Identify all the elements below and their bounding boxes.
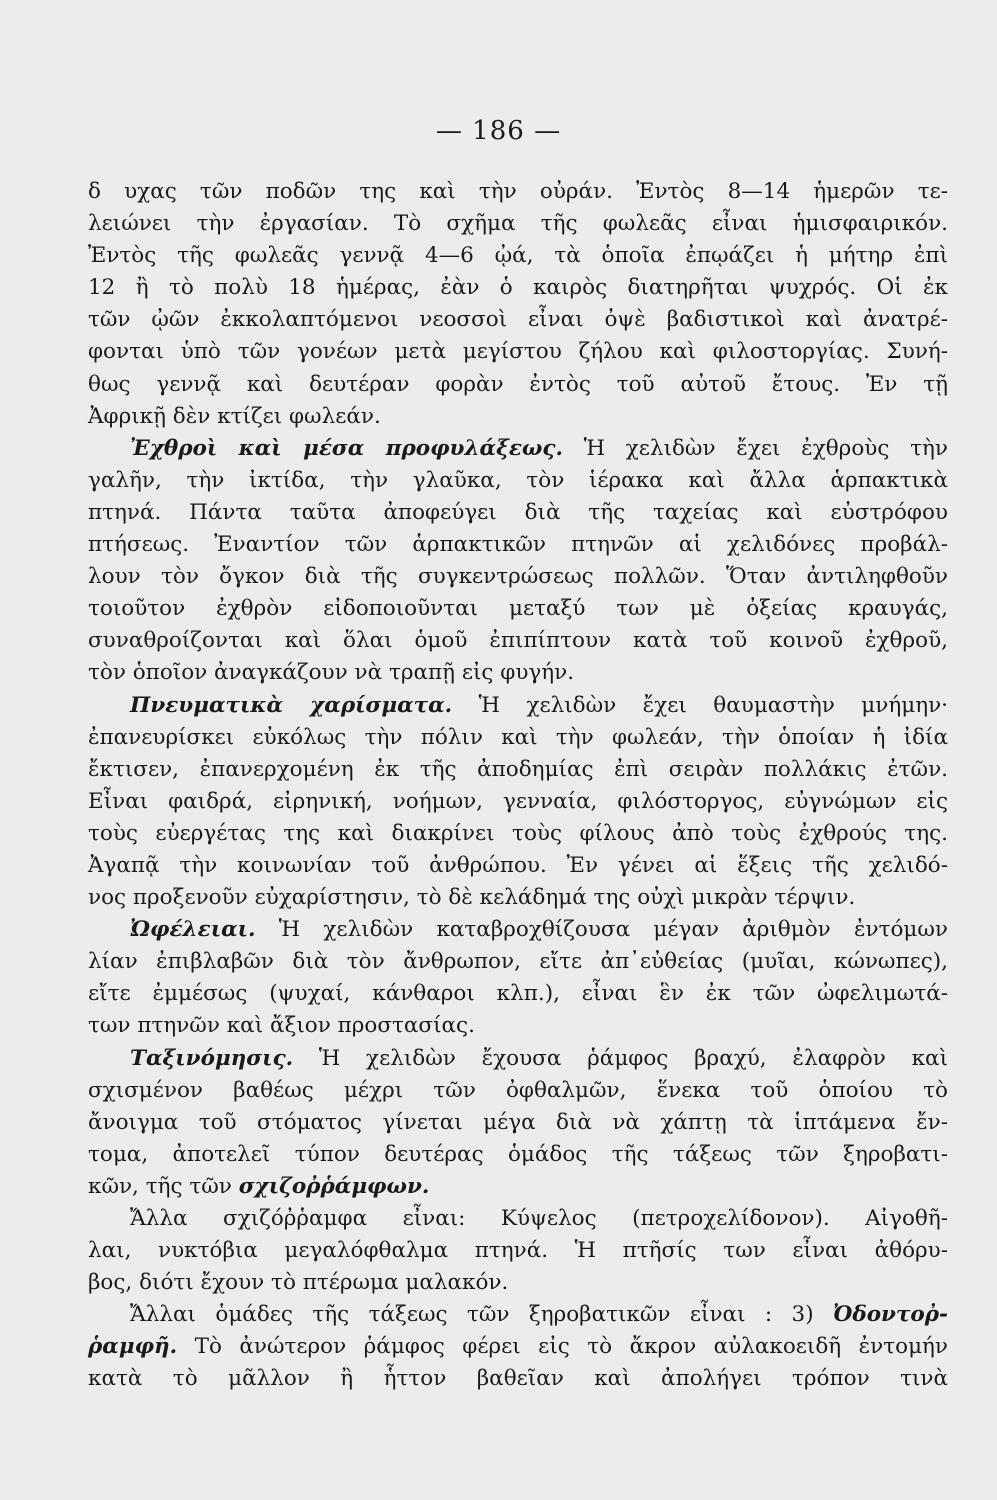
text-run: συναθροίζονται καὶ ὅλαι ὁμοῦ ἐπιπίπτουν κατὰ τοῦ κοινοῦ ἐχθροῦ,	[88, 628, 948, 654]
text-run: βος, διότι ἔχουν τὸ πτέρωμα μαλακόν.	[88, 1270, 509, 1296]
text-line	[88, 1139, 948, 1171]
text-run: δ υχας τῶν ποδῶν της καὶ τὴν οὐράν. Ἐντὸς 8—14 ἡμερῶν τε-	[88, 179, 948, 204]
text-run: ἄνοιγμα τοῦ στόματος γίνεται μέγα διὰ νὰ χάπτῃ τὰ ἱπτάμενα ἔν-	[88, 1109, 948, 1135]
text-line	[88, 1107, 948, 1139]
text-line	[88, 690, 948, 722]
text-run: Τὸ ἀνώτερον ῥάμφος φέρει εἰς τὸ ἄκρον αὐλακοειδῆ ἐντομήν	[177, 1334, 948, 1360]
text-run: θως γεννᾷ καὶ δευτέραν φορὰν ἐντὸς τοῦ αὐτοῦ ἔτους. Ἐν τῇ	[88, 371, 948, 397]
text-line	[88, 561, 948, 593]
text-line	[88, 208, 948, 240]
text-line	[88, 946, 948, 978]
text-run: ἐπανευρίσκει εὐκόλως τὴν πόλιν καὶ τὴν φωλεάν, τὴν ὁποίαν ἡ ἰδία	[88, 724, 948, 750]
text-line	[88, 754, 948, 786]
text-run: πτήσεως. Ἐναντίον τῶν ἁρπακτικῶν πτηνῶν αἱ χελιδόνες προβάλ-	[88, 532, 948, 558]
text-line	[88, 1010, 948, 1042]
text-line	[88, 1203, 948, 1235]
text-run: κατὰ τὸ μᾶλλον ἢ ἧττον βαθεῖαν καὶ ἀπολήγει τρόπον τινὰ	[88, 1366, 948, 1392]
text-run: Ἀγαπᾷ τὴν κοινωνίαν τοῦ ἀνθρώπου. Ἐν γένει αἱ ἕξεις τῆς χελιδό-	[88, 852, 948, 878]
text-line	[88, 1363, 948, 1395]
text-line	[88, 465, 948, 497]
text-line	[88, 433, 948, 465]
text-run: λίαν ἐπιβλαβῶν διὰ τὸν ἄνθρωπον, εἴτε ἀπ᾽εὐθείας (μυῖαι, κώνωπες),	[88, 949, 948, 975]
text-line	[88, 1299, 948, 1331]
text-run: τῶν ᾠῶν ἐκκολαπτόμενοι νεοσσοὶ εἶναι ὀψὲ βαδιστικοὶ καὶ ἀνατρέ-	[88, 307, 948, 333]
text-run: λειώνει τὴν ἐργασίαν. Τὸ σχῆμα τῆς φωλεᾶς εἶναι ἡμισφαιρικόν.	[88, 211, 948, 237]
text-run: λουν τὸν ὄγκον διὰ τῆς συγκεντρώσεως πολλῶν. Ὅταν ἀντιληφθοῦν	[88, 564, 948, 590]
text-line	[88, 1267, 948, 1299]
page-number: — 186 —	[435, 116, 562, 146]
text-run: σχισμένον βαθέως μέχρι τῶν ὀφθαλμῶν, ἕνεκα τοῦ ὁποίου τὸ	[88, 1077, 948, 1103]
text-line	[88, 818, 948, 850]
text-run: πτηνά. Πάντα ταῦτα ἀποφεύγει διὰ τῆς ταχείας καὶ εὐστρόφου	[88, 499, 948, 525]
text-line	[88, 272, 948, 304]
text-run: νος προξενοῦν εὐχαρίστησιν, τὸ δὲ κελάδημά της οὐχὶ μικρὰν τέρψιν.	[88, 885, 856, 911]
text-line	[88, 1171, 948, 1203]
text-line	[88, 1043, 948, 1075]
text-line	[88, 401, 948, 433]
text-run: εἴτε ἐμμέσως (ψυχαί, κάνθαροι κλπ.), εἶναι ἓν ἐκ τῶν ὠφελιμωτά-	[88, 981, 948, 1007]
text-line	[88, 176, 948, 208]
italic-heading: σχιζοῤῥάμφων.	[238, 1173, 430, 1199]
text-run: Ἀφρικῇ δὲν κτίζει φωλεάν.	[88, 403, 381, 429]
text-line	[88, 978, 948, 1010]
text-run: Ἡ χελιδὼν ἔχει θαυμαστὴν μνήμην·	[452, 692, 948, 718]
text-run: φονται ὑπὸ τῶν γονέων μετὰ μεγίστου ζήλου καὶ φιλοστοργίας. Συνή-	[88, 339, 948, 365]
text-run: τὸν ὁποῖον ἀναγκάζουν νὰ τραπῇ εἰς φυγήν.	[88, 660, 575, 686]
text-run: Ἐντὸς τῆς φωλεᾶς γεννᾷ 4—6 ᾠά, τὰ ὁποῖα ἐπῳάζει ἡ μήτηρ ἐπὶ	[88, 243, 948, 269]
text-line	[88, 593, 948, 625]
text-line	[88, 1235, 948, 1267]
text-line	[88, 786, 948, 818]
italic-heading: Ὀδοντοῤ-	[833, 1302, 948, 1328]
text-line	[88, 1075, 948, 1107]
text-run: Ἄλλαι ὁμάδες τῆς τάξεως τῶν ξηροβατικῶν εἶναι : 3)	[130, 1302, 833, 1328]
body-text	[88, 176, 948, 1396]
text-line	[88, 1331, 948, 1363]
text-run: γαλῆν, τὴν ἰκτίδα, τὴν γλαῦκα, τὸν ἱέρακα καὶ ἄλλα ἁρπακτικὰ	[88, 467, 948, 493]
text-run: Ἡ χελιδὼν καταβροχθίζουσα μέγαν ἀριθμὸν ἐντόμων	[255, 917, 948, 943]
text-line	[88, 914, 948, 946]
text-run: τοὺς εὐεργέτας της καὶ διακρίνει τοὺς φίλους ἀπὸ τοὺς ἐχθρούς της.	[88, 820, 948, 846]
text-line	[88, 722, 948, 754]
text-line	[88, 369, 948, 401]
text-run: Ἄλλα σχιζόῤῥαμφα εἶναι: Κύψελος (πετροχελίδονον). Αἰγοθῆ-	[130, 1206, 948, 1231]
text-run: κῶν, τῆς τῶν	[88, 1173, 239, 1199]
text-run: ἔκτισεν, ἐπανερχομένη ἐκ τῆς ἀποδημίας ἐπὶ σειρὰν πολλάκις ἐτῶν.	[88, 756, 948, 782]
text-line	[88, 882, 948, 914]
text-line	[88, 497, 948, 529]
text-run: 12 ἢ τὸ πολὺ 18 ἡμέρας, ἐὰν ὁ καιρὸς διατηρῆται ψυχρός. Οἱ ἐκ	[88, 275, 948, 301]
text-run: τομα, ἀποτελεῖ τύπον δευτέρας ὁμάδος τῆς τάξεως τῶν ξηροβατι-	[88, 1141, 948, 1167]
text-line	[88, 529, 948, 561]
italic-heading: Ταξινόμησις.	[130, 1045, 294, 1071]
text-run: Ἡ χελιδὼν ἔχουσα ῥάμφος βραχύ, ἐλαφρὸν καὶ	[293, 1045, 948, 1071]
text-line	[88, 336, 948, 368]
text-run: Εἶναι φαιδρά, εἰρηνική, νοήμων, γενναία, φιλόστοργος, εὐγνώμων εἰς	[88, 788, 948, 814]
text-run: Ἡ χελιδὼν ἔχει ἐχθροὺς τὴν	[562, 435, 948, 461]
text-line	[88, 625, 948, 657]
text-line	[88, 240, 948, 272]
italic-heading: ῥαμφῆ.	[88, 1334, 178, 1360]
italic-heading: Ἐχθροὶ καὶ μέσα προφυλάξεως.	[130, 435, 563, 461]
text-line	[88, 304, 948, 336]
text-run: λαι, νυκτόβια μεγαλόφθαλμα πτηνά. Ἡ πτῆσίς των εἶναι ἀθόρυ-	[88, 1238, 948, 1264]
text-run: των πτηνῶν καὶ ἄξιον προστασίας.	[88, 1013, 475, 1039]
text-line	[88, 657, 948, 689]
italic-heading: Πνευματικὰ χαρίσματα.	[130, 692, 453, 718]
text-line	[88, 850, 948, 882]
italic-heading: Ὠφέλειαι.	[130, 917, 256, 943]
text-run: τοιοῦτον ἐχθρὸν εἰδοποιοῦνται μεταξύ των μὲ ὀξείας κραυγάς,	[88, 596, 948, 622]
